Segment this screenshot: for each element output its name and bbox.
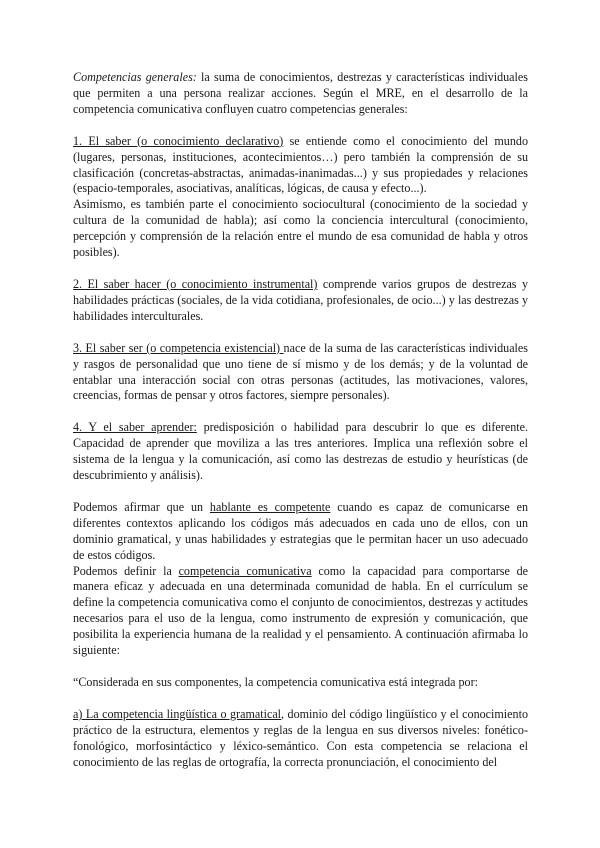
saber-aprender-text: predisposición o habilidad para descubrir lo que es diferente. Capacidad de aprender que moviliza a las tres anteriores. Implica una reflexión sobre el sistema de la lengua y la comunicación, así como las destrezas de estudio y heurísticas (de descubrimiento y análisis).	[73, 420, 528, 483]
linguistica-paragraph	[73, 707, 528, 771]
intro-term: Competencias generales:	[73, 70, 197, 84]
hablante-before: Podemos afirmar que un	[73, 499, 210, 514]
saber-hacer-paragraph	[73, 277, 528, 325]
saber-ser-text: nace de la suma de las características individuales y rasgos de personalidad que uno tiene de sí mismo y de los demás; y de la voluntad de entablar una interacción social con otras personas (actitudes, las motivaciones, valores, creencias, formas de pensar y otros factores, siempre personales).	[73, 340, 528, 403]
intro-paragraph	[73, 70, 528, 118]
definicion-term: competencia comunicativa	[178, 563, 312, 578]
linguistica-heading: a) La competencia lingüística o gramatical	[73, 706, 282, 721]
saber-paragraph	[73, 134, 528, 198]
definicion-before: Podemos definir la	[73, 563, 179, 578]
hablante-paragraph	[73, 500, 528, 564]
hablante-after: cuando es capaz de comunicarse en diferentes contextos aplicando los códigos más adecuados en cada uno de ellos, con un dominio gramatical, y unas habilidades y estrategias que le permitan hacer un uso adecuado de estos códigos.	[73, 499, 528, 562]
saber-paragraph-2: Asimismo, es también parte el conocimiento sociocultural (conocimiento de la sociedad y cultura de la comunidad de habla); así como la conciencia intercultural (conocimiento, percepción y comprensión de la relación entre el mundo de esa comunidad de habla y otros posibles).	[73, 197, 528, 260]
saber-ser-heading: 3. El saber ser (o competencia existencial)	[73, 340, 284, 355]
saber-text: se entiende como el conocimiento del mundo (lugares, personas, instituciones, acontecimientos…) pero también la comprensión de su clasificación (concretas-abstractas, animadas-inanimadas...) y sus propiedades y relaciones (espacio-temporales, asociativas, analíticas, lógicas, de causa y efecto...).	[73, 133, 528, 196]
definicion-after: como la capacidad para comportarse de manera eficaz y adecuada en una determinada comunidad de habla. En el currículum se define la competencia comunicativa como el conjunto de conocimientos, destrezas y actitudes necesarios para el uso de la lengua, como instrumento de expresión y comunicación, que posibilita la experiencia humana de la realidad y el pensamiento. A continuación afirmaba lo siguiente:	[73, 563, 529, 658]
definicion-paragraph	[73, 564, 528, 659]
saber-hacer-heading: 2. El saber hacer (o conocimiento instrumental)	[73, 276, 318, 291]
saber-heading: 1. El saber (o conocimiento declarativo)	[73, 133, 284, 148]
saber-aprender-heading: 4. Y el saber aprender:	[73, 420, 197, 435]
saber-ser-paragraph	[73, 341, 528, 405]
intro-text: la suma de conocimientos, destrezas y características individuales que permiten a una persona realizar acciones. Según el MRE, en el desarrollo de la competencia comunicativa confluyen cuatro competencias generales:	[73, 70, 528, 116]
saber-hacer-text: comprende varios grupos de destrezas y habilidades prácticas (sociales, de la vida cotidiana, profesionales, de ocio...) y las destrezas y habilidades interculturales.	[73, 276, 528, 323]
linguistica-text: , dominio del código lingüístico y el conocimiento práctico de la estructura, elementos y reglas de la lengua en sus diversos niveles: fonético-fonológico, morfosintáctico y léxico-semántico. Con esta competencia se relaciona el conocimiento de las reglas de ortografía, la correcta pronunciación, el conocimiento del	[73, 706, 528, 769]
quote-paragraph: “Considerada en sus componentes, la competencia comunicativa está integrada por:	[73, 675, 478, 689]
saber-aprender-paragraph	[73, 420, 528, 484]
hablante-term: hablante es competente	[209, 499, 331, 514]
